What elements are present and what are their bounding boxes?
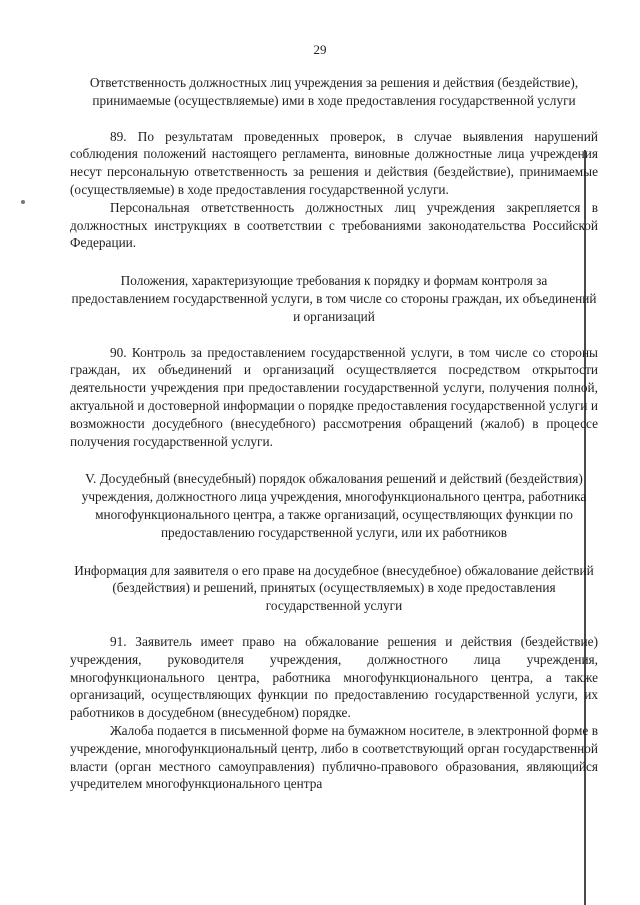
scan-speck: [21, 200, 25, 204]
paragraph-90: 90. Контроль за предоставлением государственной услуги, в том числе со стороны граждан, их объединений и организаций осуществляется посредством открытости деятельности учреждения при предоставлении государственной услуги, получения полной, актуальной и достоверной информации о порядке предоставления государственной услуги и возможности досудебного (внесудебного) рассмотрения обращений (жалоб) в процессе получения государственной услуги.: [70, 344, 598, 449]
section-heading-responsibility: Ответственность должностных лиц учреждения за решения и действия (бездействие), принимаемые (осуществляемые) ими в ходе предоставления государственной услуги: [89, 75, 579, 108]
chapter-heading-v: V. Досудебный (внесудебный) порядок обжалования решений и действий (бездействия) учреждения, должностного лица учреждения, многофункционального центра, работника многофункционального центра, а также организаций, осуществляющих функции по предоставлению государственной услуги, или их работников: [81, 471, 587, 540]
paragraph-complaint-form: Жалоба подается в письменной форме на бумажном носителе, в электронной форме в учреждение, многофункциональный центр, либо в соответствующий орган государственной власти (орган местного самоуправления) публично-правового образования, являющийся учредителем многофункционального центра: [70, 722, 598, 792]
page-number: 29: [313, 42, 327, 57]
section-heading-control: Положения, характеризующие требования к порядку и формам контроля за предоставлением государственной услуги, в том числе со стороны граждан, их объединений и организаций: [71, 273, 597, 324]
paragraph-91: 91. Заявитель имеет право на обжалование решения и действия (бездействие) учреждения, руководителя учреждения, должностного лица учреждения, многофункционального центра, работника многофункционального центра, а также организаций, осуществляющих функции по предоставлению государственной услуги, их работников в досудебном (внесудебном) порядке.: [70, 633, 598, 721]
document-body: [70, 74, 598, 793]
section-heading-appeal-info: Информация для заявителя о его праве на досудебное (внесудебное) обжалование действий (бездействия) и решений, принятых (осуществляемых) в ходе предоставления государственной услуги: [74, 562, 594, 614]
paragraph-personal-responsibility: Персональная ответственность должностных лиц учреждения закрепляется в должностных инструкциях в соответствии с требованиями законодательства Российской Федерации.: [70, 199, 598, 251]
paragraph-89: 89. По результатам проведенных проверок, в случае выявления нарушений соблюдения положений настоящего регламента, виновные должностные лица учреждения несут персональную ответственность за решения и действия (бездействие), принимаемые (осуществляемые) в ходе предоставления государственной услуги.: [70, 128, 598, 197]
